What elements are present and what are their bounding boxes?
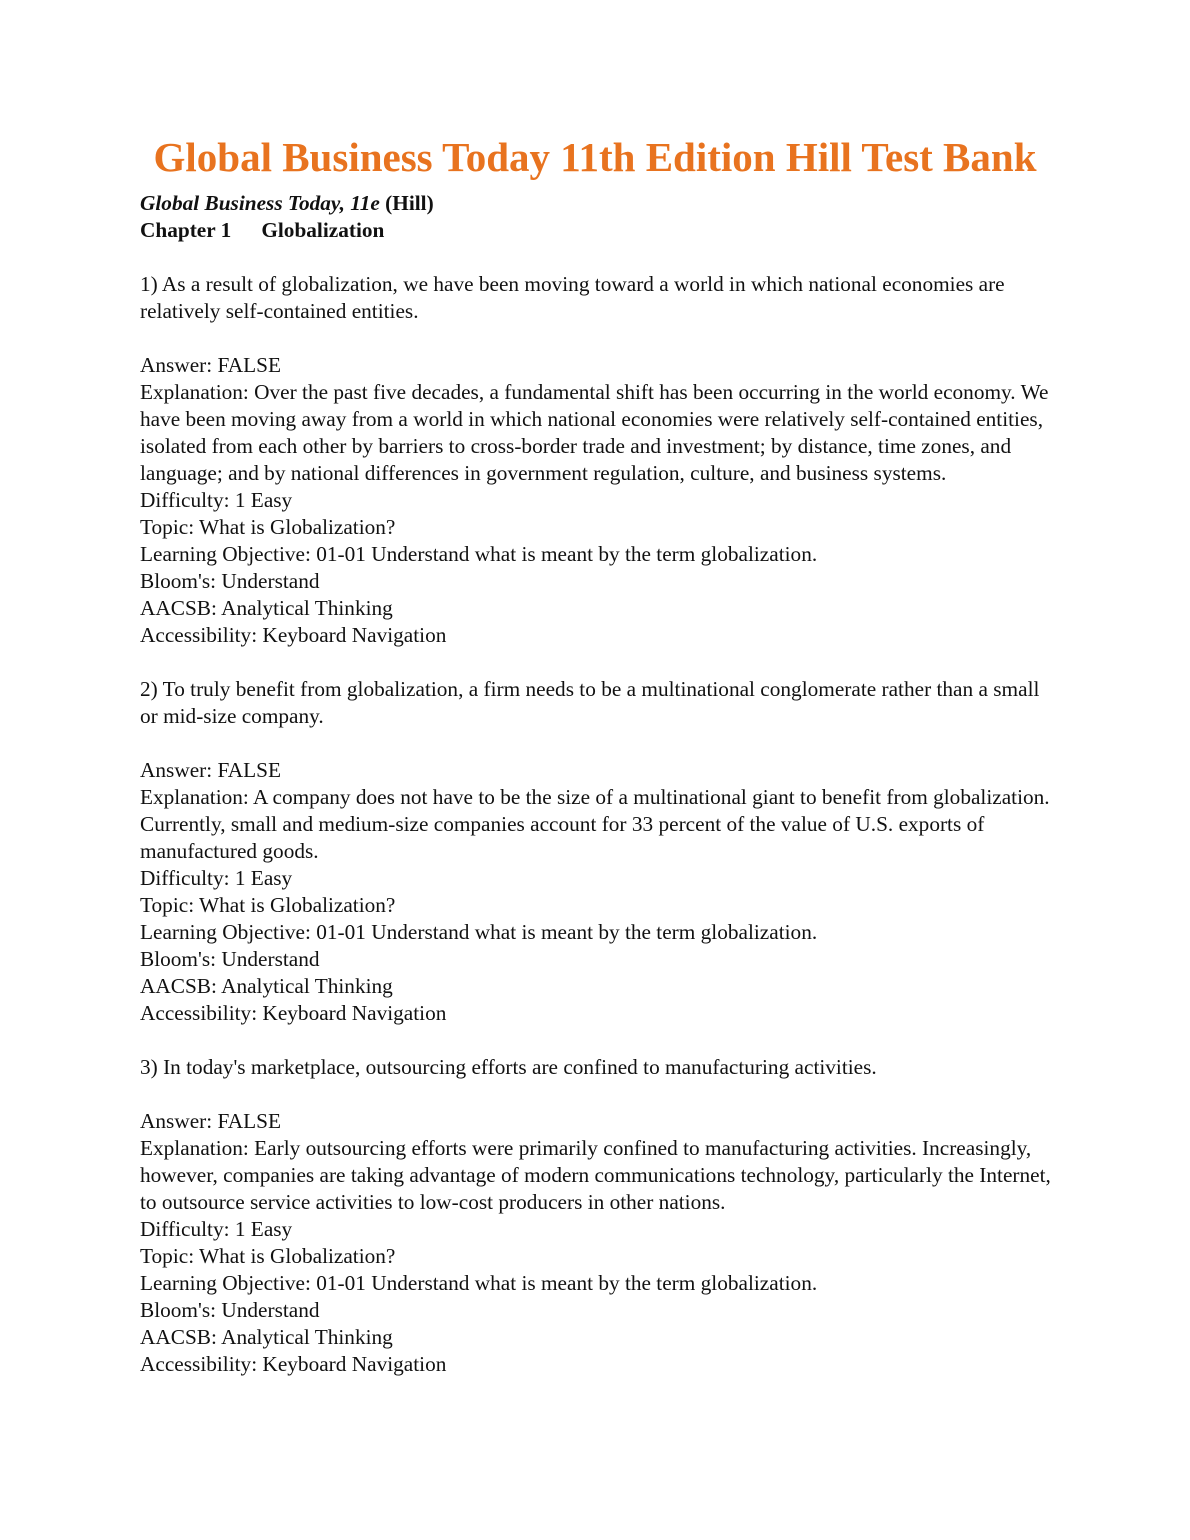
document-title: Global Business Today 11th Edition Hill Test Bank (153, 134, 1037, 180)
accessibility-line: Accessibility: Keyboard Navigation (140, 623, 447, 647)
question-2 (140, 676, 1060, 1027)
question-separator (140, 649, 1060, 676)
aacsb-line: AACSB: Analytical Thinking (140, 596, 393, 620)
accessibility-line: Accessibility: Keyboard Navigation (140, 1001, 447, 1025)
objective-line: Learning Objective: 01-01 Understand what is meant by the term globalization. (140, 542, 818, 566)
question-3 (140, 1054, 1060, 1378)
difficulty-line: Difficulty: 1 Easy (140, 1217, 293, 1241)
chapter-heading (140, 217, 1060, 244)
topic-line: Topic: What is Globalization? (140, 1244, 396, 1268)
answer-line: Answer: FALSE (140, 1109, 281, 1133)
aacsb-line: AACSB: Analytical Thinking (140, 1325, 393, 1349)
accessibility-line: Accessibility: Keyboard Navigation (140, 1352, 447, 1376)
difficulty-line: Difficulty: 1 Easy (140, 866, 293, 890)
blooms-line: Bloom's: Understand (140, 1298, 320, 1322)
document-body (140, 190, 1060, 1378)
blooms-line: Bloom's: Understand (140, 947, 320, 971)
explanation-line: Explanation: A company does not have to be the size of a multinational giant to benefit from globalization. Currently, small and medium-size companies account for 33 percent of the value of U.S. exports of manufactured goods. (140, 785, 1050, 863)
question-text: 3) In today's marketplace, outsourcing efforts are confined to manufacturing activities. (140, 1055, 877, 1079)
chapter-name: Globalization (261, 218, 385, 242)
answer-line: Answer: FALSE (140, 758, 281, 782)
answer-line: Answer: FALSE (140, 353, 281, 377)
explanation-line: Explanation: Over the past five decades, a fundamental shift has been occurring in the world economy. We have been moving away from a world in which national economies were relatively self-contained entities, isolated from each other by barriers to cross-border trade and investment; by distance, time zones, and language; and by national differences in government regulation, culture, and business systems. (140, 380, 1049, 485)
objective-line: Learning Objective: 01-01 Understand what is meant by the term globalization. (140, 920, 818, 944)
question-1 (140, 271, 1060, 649)
question-text: 2) To truly benefit from globalization, a firm needs to be a multinational conglomerate rather than a small or mid-size company. (140, 677, 1040, 728)
difficulty-line: Difficulty: 1 Easy (140, 488, 293, 512)
book-citation (140, 190, 1060, 217)
book-author: (Hill) (385, 191, 434, 215)
aacsb-line: AACSB: Analytical Thinking (140, 974, 393, 998)
objective-line: Learning Objective: 01-01 Understand what is meant by the term globalization. (140, 1271, 818, 1295)
question-text: 1) As a result of globalization, we have been moving toward a world in which national economies are relatively self-contained entities. (140, 272, 1005, 323)
chapter-label: Chapter 1 (140, 218, 232, 242)
explanation-line: Explanation: Early outsourcing efforts were primarily confined to manufacturing activities. Increasingly, however, companies are taking advantage of modern communications technology, particularly the Internet, to outsource service activities to low-cost producers in other nations. (140, 1136, 1051, 1214)
question-separator (140, 1027, 1060, 1054)
topic-line: Topic: What is Globalization? (140, 515, 396, 539)
book-title: Global Business Today, 11e (140, 191, 380, 215)
topic-line: Topic: What is Globalization? (140, 893, 396, 917)
blooms-line: Bloom's: Understand (140, 569, 320, 593)
